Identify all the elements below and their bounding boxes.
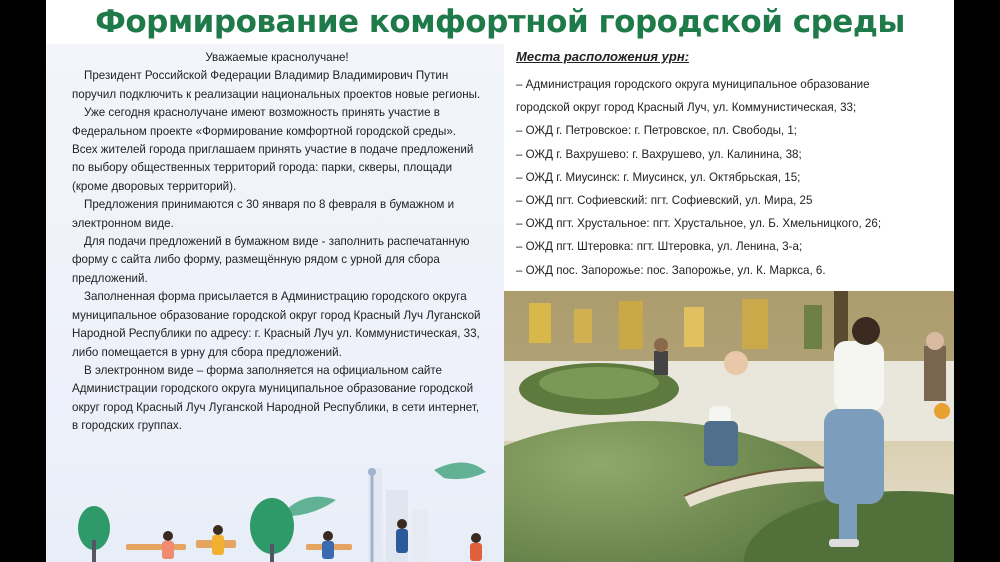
park-illustration-graphic bbox=[46, 460, 504, 562]
page-title: Формирование комфортной городской среды bbox=[95, 4, 905, 40]
paragraph: Предложения принимаются с 30 января по 8 февраля в бумажном и электронном виде. bbox=[72, 198, 455, 230]
locations-list bbox=[516, 73, 946, 282]
location-item: – ОЖД пос. Запорожье: пос. Запорожье, ул. К. Маркса, 6. bbox=[516, 263, 826, 277]
announcement-text bbox=[72, 49, 482, 436]
paragraph: Заполненная форма присылается в Администрацию городского округа муниципальное образование городской округ город Красный Луч Луганской Народной Республики по адресу: г. Красный Луч ул. Коммунистическая, 33, либо помещается в урну для сбора предложений. bbox=[72, 290, 481, 359]
location-item: – ОЖД г. Вахрушево: г. Вахрушево, ул. Калинина, 38; bbox=[516, 147, 802, 161]
paragraph: Президент Российской Федерации Владимир Владимирович Путин поручил подключить к реализации национальных проектов новые регионы. bbox=[72, 69, 481, 101]
location-item: – ОЖД пгт. Хрустальное: пгт. Хрустальное, ул. Б. Хмельницкого, 26; bbox=[516, 217, 882, 231]
playground-photo bbox=[504, 291, 954, 562]
paragraph: В электронном виде – форма заполняется на официальном сайте Администрации городского округа муниципальное образование городской округ город Красный Луч Луганской Народной Республики, в сети интернет, в городских группах. bbox=[72, 363, 480, 433]
playground-photo-graphic bbox=[504, 291, 954, 562]
location-item: – ОЖД пгт. Софиевский: пгт. Софиевский, ул. Мира, 25 bbox=[516, 194, 813, 208]
paragraph: Для подачи предложений в бумажном виде - заполнить распечатанную форму с сайта либо форму, размещённую рядом с урной для сбора предложений. bbox=[72, 235, 470, 285]
locations-heading: Места расположения урн: bbox=[516, 49, 690, 64]
location-item: – ОЖД г. Миусинск: г. Миусинск, ул. Октябрьская, 15; bbox=[516, 170, 801, 184]
location-item: городской округ город Красный Луч, ул. Коммунистическая, 33; bbox=[516, 101, 857, 115]
paragraph: Уже сегодня краснолучане имеют возможность принять участие в Федеральном проекте «Формирование комфортной городской среды». Всех жителей города приглашаем принять участие в подаче предложений по выбору общественных территорий города: парки, скверы, площади (кроме дворовых территорий). bbox=[72, 106, 474, 193]
greeting: Уважаемые краснолучане! bbox=[205, 51, 349, 64]
location-item: – ОЖД пгт. Штеровка: пгт. Штеровка, ул. Ленина, 3-а; bbox=[516, 240, 803, 254]
poster-page bbox=[46, 0, 954, 562]
location-item: – ОЖД г. Петровское: г. Петровское, пл. Свободы, 1; bbox=[516, 124, 798, 138]
park-illustration bbox=[46, 460, 504, 562]
location-item: – Администрация городского округа муниципальное образование bbox=[516, 78, 870, 91]
